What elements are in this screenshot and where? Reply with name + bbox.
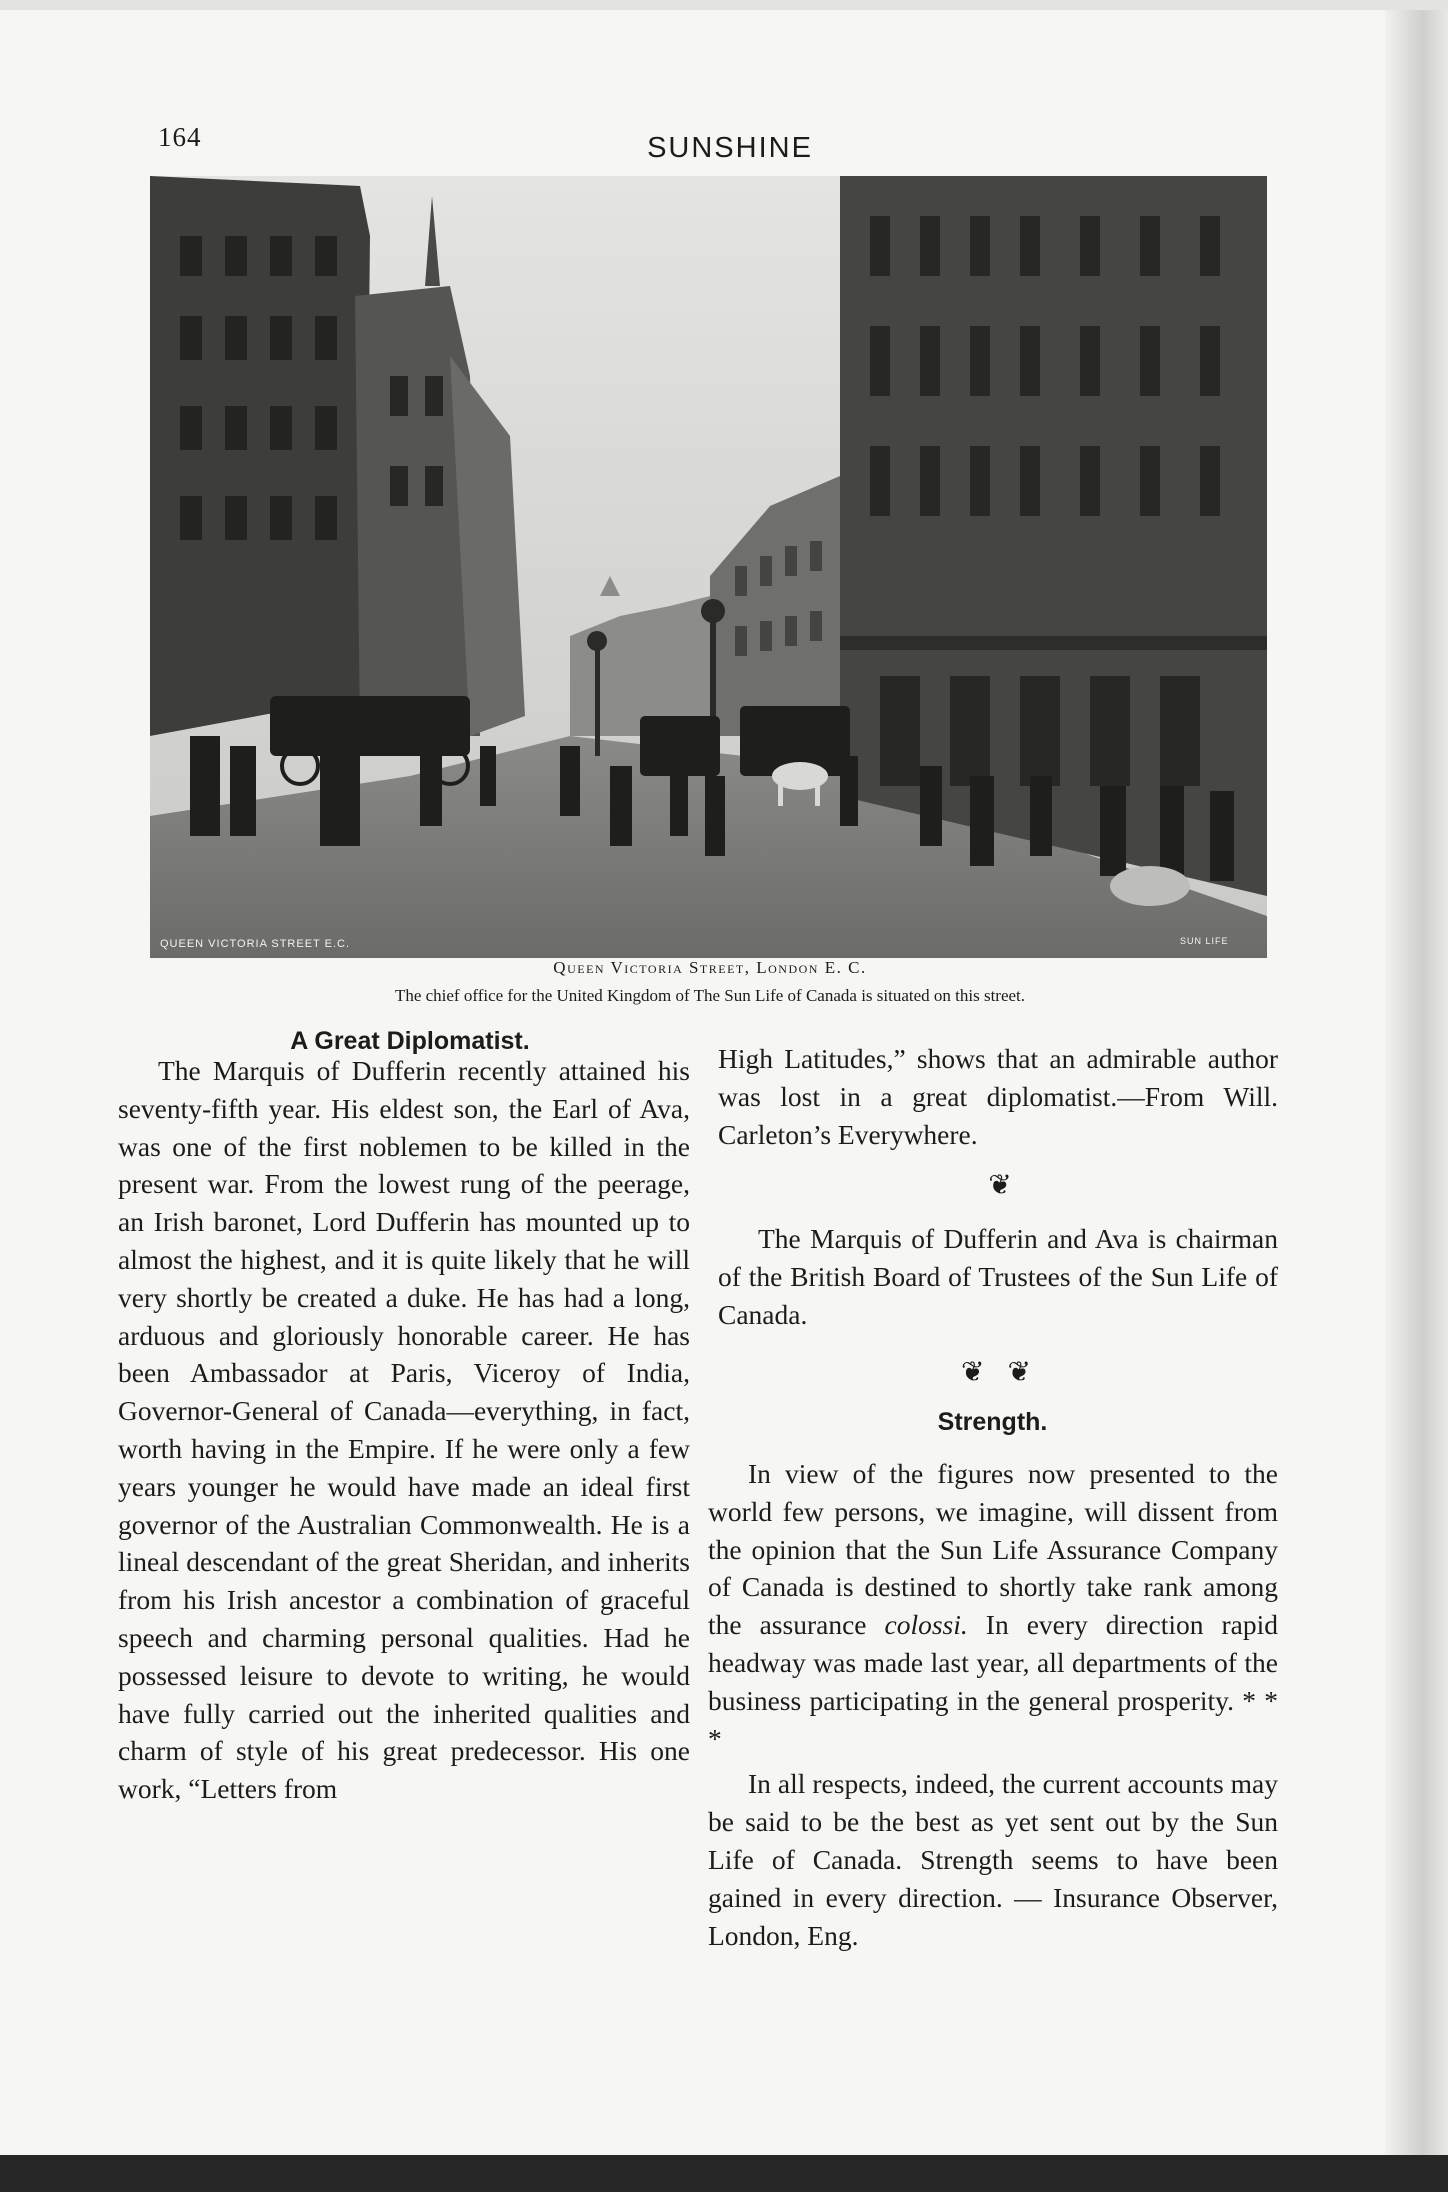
article-diplomatist-continuation: High Latitudes,” shows that an admirable author was lost in a great diplomatist.—From Will. Carleton’s Everywhere. [718,1043,1278,1150]
fleuron-ornament: ❦ [988,1170,1012,1201]
photo-corner-label-right: SUN LIFE [1180,936,1229,946]
photo-caption-subtitle: The chief office for the United Kingdom of The Sun Life of Canada is situated on this street. [394,986,1026,1005]
strength-p1-continuation: In every direction rapid headway was made last year, all departments of the business participating in the general prosperity. [708,1609,1279,1716]
running-head: SUNSHINE [647,132,813,164]
article-body-right-column-continuation [718,1040,1278,1160]
article-body-left-column [118,1052,690,2032]
page-binding-shadow [1385,10,1448,2160]
dufferin-note [718,1220,1278,1333]
article-heading-strength: Strength. [937,1408,1048,1436]
street-scene-illustration [150,176,1267,958]
strength-paragraph-2: In all respects, indeed, the current accounts may be said to be the best as yet sent out by the Sun Life of Canada. Strength seems to have been gained in every direction. — Insurance Observer, London, Eng. [708,1768,1278,1951]
page-number: 164 [158,122,202,152]
photo-caption-title: Queen Victoria Street, London E. C. [553,958,867,977]
strength-article [708,1455,1278,1954]
double-fleuron-ornament: ❦ ❦ [961,1357,1039,1388]
article-diplomatist-text: The Marquis of Dufferin recently attained his seventy-fifth year. His eldest son, the Earl of Ava, was one of the first noblemen to be killed in the present war. From the lowest rung of the peerage, an Irish baronet, Lord Dufferin has mounted up to almost the highest, and it is quite likely that he will very shortly be created a duke. He has had a long, arduous and gloriously honorable career. He has been Ambassador at Paris, Viceroy of India, Governor-General of Canada—everything, in fact, worth having in the Empire. If he were only a few years younger he would have made an ideal first governor of the Australian Commonwealth. He is a lineal descendant of the great Sheridan, and inherits from his Irish ancestor a combination of graceful speech and charming personal qualities. Had he possessed leisure to devote to writing, he would have fully carried out the inherited qualities and charm of style of his great predecessor. His one work, “Letters from [118,1055,690,1805]
strength-p1-text: In view of the figures now presented to the world few persons, we imagine, will dissent from the opinion that the Sun Life Assurance Company of Canada is destined to shortly take rank among the assurance [708,1458,1278,1641]
strength-p1-italic: colossi. [884,1609,968,1641]
scan-bottom-edge [0,2155,1448,2192]
street-photograph [150,176,1267,958]
asterism: * * * [708,1684,1278,1754]
photo-corner-label-left: QUEEN VICTORIA STREET E.C. [160,938,351,950]
dufferin-note-text: The Marquis of Dufferin and Ava is chairman of the British Board of Trustees of the Sun Life of Canada. [718,1223,1278,1330]
article-heading-diplomatist: A Great Diplomatist. [290,1027,530,1055]
strength-paragraph-1 [708,1455,1278,1757]
